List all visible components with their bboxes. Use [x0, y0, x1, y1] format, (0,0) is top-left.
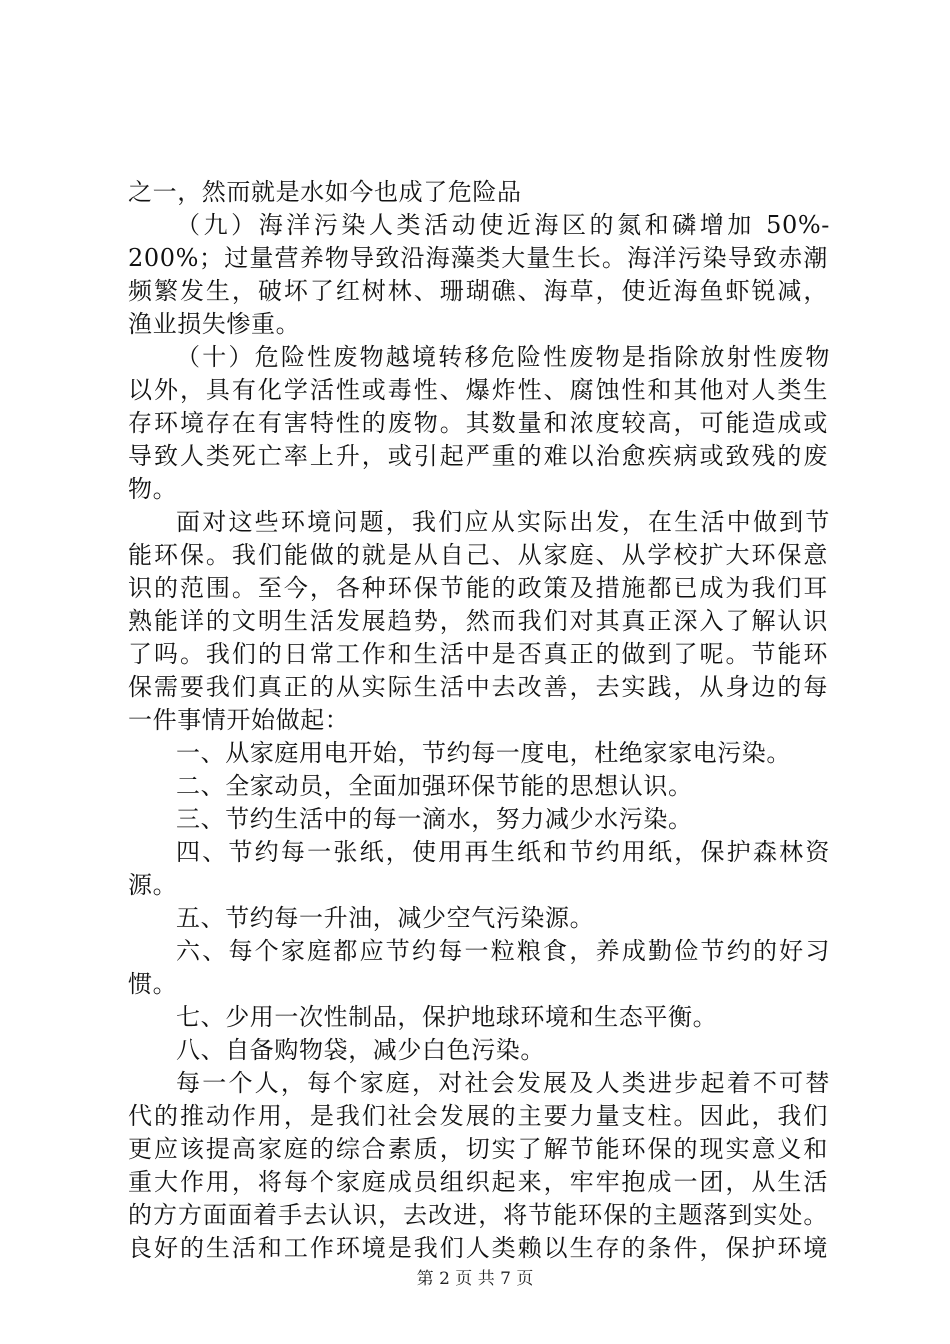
page-footer: 第 2 页 共 7 页: [416, 1269, 534, 1289]
text-line-21: 四、节约每一张纸，使用再生纸和节约用纸，保护森林资: [176, 838, 830, 866]
text-line-8: 存环境存在有害特性的废物。其数量和浓度较高，可能造成或: [128, 409, 828, 437]
text-line-18: 一、从家庭用电开始，节约每一度电，杜绝家家电污染。: [176, 739, 791, 767]
text-line-13: 识的范围。至今，各种环保节能的政策及措施都已成为我们耳: [128, 574, 828, 602]
text-line-29: 代的推动作用，是我们社会发展的主要力量支柱。因此，我们: [128, 1102, 828, 1130]
text-line-33: 良好的生活和工作环境是我们人类赖以生存的条件，保护环境: [128, 1234, 828, 1262]
text-line-30: 更应该提高家庭的综合素质，切实了解节能环保的现实意义和: [128, 1135, 828, 1163]
text-line-4: 频繁发生，破坏了红树林、珊瑚礁、海草，使近海鱼虾锐减，: [128, 277, 828, 305]
text-line-9: 导致人类死亡率上升，或引起严重的难以治愈疾病或致残的废: [128, 442, 828, 470]
text-line-22: 源。: [128, 871, 178, 899]
text-line-25: 惯。: [128, 970, 178, 998]
text-line-2: （九）海洋污染人类活动使近海区的氮和磷增加 50%-: [176, 211, 830, 239]
text-line-32: 的方方面面着手去认识，去改进，将节能环保的主题落到实处。: [128, 1201, 828, 1229]
text-line-20: 三、节约生活中的每一滴水，努力减少水污染。: [176, 805, 693, 833]
text-line-3: 200%；过量营养物导致沿海藻类大量生长。海洋污染导致赤潮: [128, 244, 828, 272]
text-line-19: 二、全家动员，全面加强环保节能的思想认识。: [176, 772, 693, 800]
text-line-17: 一件事情开始做起：: [128, 706, 350, 734]
text-line-11: 面对这些环境问题，我们应从实际出发，在生活中做到节: [176, 508, 830, 536]
text-line-23: 五、节约每一升油，减少空气污染源。: [176, 904, 595, 932]
text-line-6: （十）危险性废物越境转移危险性废物是指除放射性废物: [176, 343, 830, 371]
text-line-24: 六、每个家庭都应节约每一粒粮食，养成勤俭节约的好习: [176, 937, 830, 965]
text-line-5: 渔业损失惨重。: [128, 310, 301, 338]
text-line-10: 物。: [128, 475, 178, 503]
text-line-16: 保需要我们真正的从实际生活中去改善，去实践，从身边的每: [128, 673, 828, 701]
text-line-14: 熟能详的文明生活发展趋势，然而我们对其真正深入了解认识: [128, 607, 828, 635]
text-line-28: 每一个人，每个家庭，对社会发展及人类进步起着不可替: [176, 1069, 830, 1097]
text-line-12: 能环保。我们能做的就是从自己、从家庭、从学校扩大环保意: [128, 541, 828, 569]
text-line-26: 七、少用一次性制品，保护地球环境和生态平衡。: [176, 1003, 718, 1031]
text-line-1: 之一，然而就是水如今也成了危险品: [128, 178, 522, 206]
text-line-7: 以外，具有化学活性或毒性、爆炸性、腐蚀性和其他对人类生: [128, 376, 828, 404]
text-line-27: 八、自备购物袋，减少白色污染。: [176, 1036, 545, 1064]
text-line-15: 了吗。我们的日常工作和生活中是否真正的做到了呢。节能环: [128, 640, 828, 668]
text-line-31: 重大作用，将每个家庭成员组织起来，牢牢抱成一团，从生活: [128, 1168, 828, 1196]
